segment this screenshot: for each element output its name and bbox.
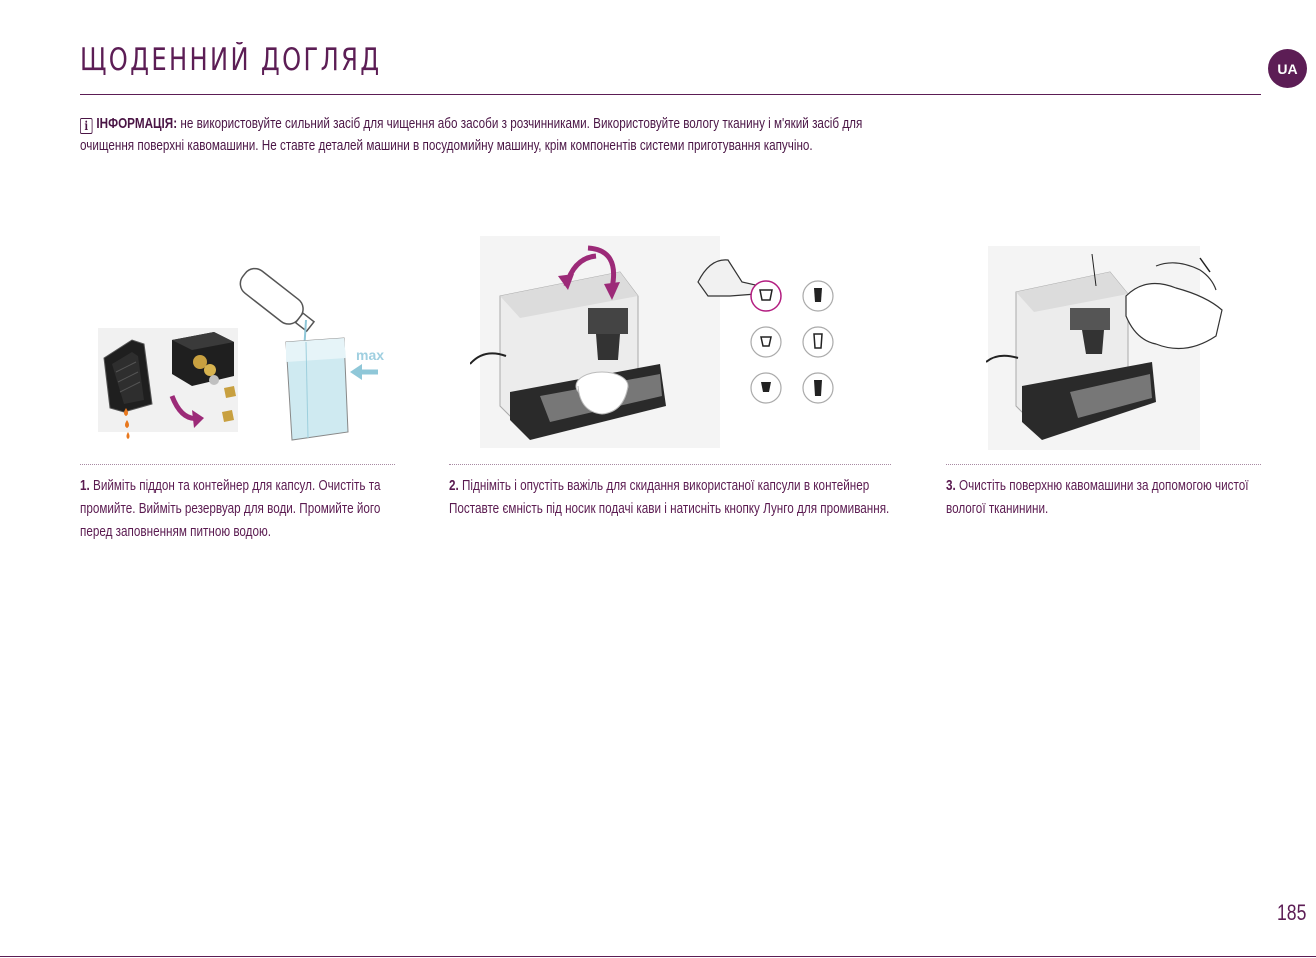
step-3-instruction bbox=[946, 474, 1266, 520]
button-panel bbox=[751, 281, 833, 403]
info-text: не використовуйте сильний засіб для чищення або засоби з розчинниками. Використовуйте вологу тканину і м'який засіб для очищення поверхні кавомашини. Не ставте деталей машини в посудомийну машину, крім компонентів системи приготування капучіно. bbox=[80, 115, 863, 154]
step-text: Вийміть піддон та контейнер для капсул. Очистіть та промийте. Вийміть резервуар для води. Промийте його перед заповненням питною водою. bbox=[80, 477, 381, 540]
step-text: Підніміть і опустіть важіль для скидання використаної капсули в контейнер Поставте ємність під носик подачі кави і натисніть кнопку Лунго для промивання. bbox=[449, 477, 890, 517]
step-2-instruction bbox=[449, 474, 894, 520]
figure-cleaning-machine-surface bbox=[986, 246, 1226, 450]
step-1-divider bbox=[80, 464, 395, 465]
capsule-container-illustration bbox=[172, 332, 234, 386]
step-1-instruction bbox=[80, 474, 400, 543]
step-number: 2. bbox=[449, 477, 459, 494]
title-divider bbox=[80, 94, 1261, 95]
water-tank-illustration bbox=[286, 338, 348, 440]
step-2-divider bbox=[449, 464, 891, 465]
step-number: 1. bbox=[80, 477, 90, 494]
info-icon: i bbox=[80, 118, 92, 134]
figure-drip-tray-and-water-tank bbox=[96, 262, 396, 442]
language-badge: UA bbox=[1268, 49, 1307, 88]
page-title: ЩОДЕННИЙ ДОГЛЯД bbox=[80, 42, 382, 78]
step-text: Очистіть поверхню кавомашини за допомогою чистої вологої тканинини. bbox=[946, 477, 1249, 517]
step-number: 3. bbox=[946, 477, 956, 494]
info-note bbox=[80, 113, 876, 156]
info-label: ІНФОРМАЦІЯ: bbox=[96, 115, 178, 132]
max-label: max bbox=[356, 347, 385, 363]
page-number: 185 bbox=[1277, 900, 1307, 925]
bottom-divider bbox=[0, 956, 1316, 957]
step-3-divider bbox=[946, 464, 1261, 465]
figure-machine-lever-and-buttons bbox=[470, 236, 850, 448]
